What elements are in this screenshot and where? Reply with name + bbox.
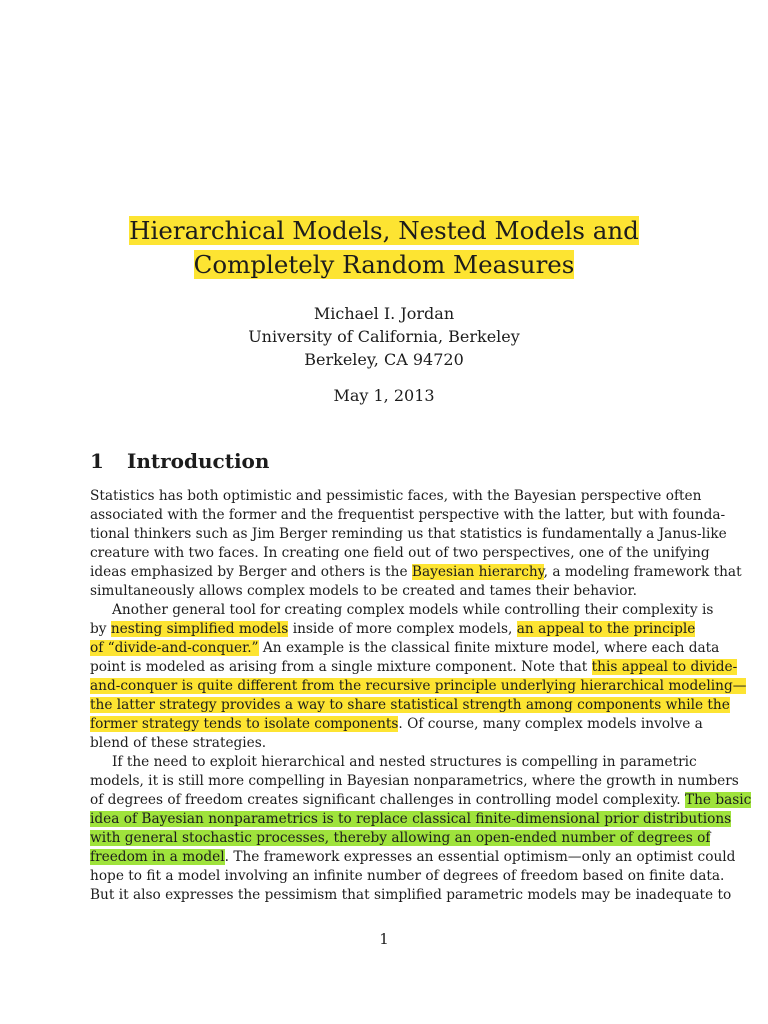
text-run: Another general tool for creating complex models while controlling their complexity is	[112, 602, 714, 618]
highlight-yellow: Bayesian hierarchy	[411, 564, 544, 580]
author-block	[0, 302, 768, 371]
highlight-green: idea of Bayesian nonparametrics is to replace classical finite-dimensional prior distributions	[90, 811, 732, 827]
body-line	[90, 487, 702, 506]
body-line	[90, 525, 727, 544]
body-line	[90, 734, 678, 753]
text-run: point is modeled as arising from a single mixture component. Note that	[90, 659, 592, 675]
title-line-2: Completely Random Measures	[193, 250, 575, 279]
text-run: Statistics has both optimistic and pessimistic faces, with the Bayesian perspective often	[90, 488, 702, 504]
paper-date: May 1, 2013	[333, 386, 435, 405]
text-run: An example is the classical finite mixture model, where each data	[258, 640, 720, 656]
highlight-green: with general stochastic processes, thereby allowing an open-ended number of degrees of	[90, 830, 711, 846]
body-line	[90, 753, 697, 772]
highlight-green: freedom in a model	[90, 849, 225, 865]
text-run: But it also expresses the pessimism that simplified parametric models may be inadequate to	[90, 887, 732, 903]
body-line	[90, 810, 732, 829]
section-title: Introduction	[127, 449, 270, 473]
body-line	[90, 544, 710, 563]
body-line	[90, 715, 703, 734]
highlight-yellow: former strategy tends to isolate components	[90, 716, 399, 732]
body-line	[90, 886, 732, 905]
highlight-green: The basic	[684, 792, 752, 808]
text-run: creature with two faces. In creating one field out of two perspectives, one of the unifying	[90, 545, 710, 561]
text-run: of degrees of freedom creates significant challenges in controlling model complexity.	[90, 792, 685, 808]
highlight-yellow: this appeal to divide-	[591, 659, 738, 675]
author-name: Michael I. Jordan	[313, 304, 455, 323]
section-heading	[90, 449, 269, 473]
text-run: associated with the former and the frequentist perspective with the latter, but with founda-	[90, 507, 726, 523]
text-run: hope to fit a model involving an infinite number of degrees of freedom based on finite data.	[90, 868, 725, 884]
title-line-1: Hierarchical Models, Nested Models and	[129, 216, 639, 245]
text-run: If the need to exploit hierarchical and nested structures is compelling in parametric	[112, 754, 697, 770]
body-line	[90, 791, 752, 810]
body-line	[90, 582, 678, 601]
text-run: simultaneously allows complex models to be created and tames their behavior.	[90, 583, 637, 599]
text-run: . Of course, many complex models involve a	[398, 716, 703, 732]
body-line	[90, 639, 720, 658]
body-line	[90, 772, 739, 791]
author-affiliation: University of California, Berkeley	[248, 327, 520, 346]
text-run: models, it is still more compelling in Bayesian nonparametrics, where the growth in numbers	[90, 773, 739, 789]
highlight-yellow: and-conquer is quite different from the recursive principle underlying hierarchical modeling—	[90, 678, 747, 694]
body-line	[90, 829, 711, 848]
body-line	[90, 658, 738, 677]
highlight-yellow: nesting simplified models	[110, 621, 289, 637]
highlight-yellow: of “divide-and-conquer.”	[90, 640, 259, 656]
page-number: 1	[379, 930, 389, 948]
body-line	[90, 848, 736, 867]
text-run: , a modeling framework that	[543, 564, 742, 580]
text-run: by	[90, 621, 111, 637]
body-line	[90, 506, 726, 525]
text-run: . The framework expresses an essential optimism—only an optimist could	[224, 849, 736, 865]
text-run: inside of more complex models,	[288, 621, 517, 637]
body-line	[90, 563, 742, 582]
paper-title	[0, 214, 768, 282]
text-run: tional thinkers such as Jim Berger reminding us that statistics is fundamentally a Janus-like	[90, 526, 727, 542]
author-address: Berkeley, CA 94720	[304, 350, 464, 369]
body-line	[90, 601, 714, 620]
body-line	[90, 867, 725, 886]
body-line	[90, 677, 747, 696]
highlight-yellow: an appeal to the principle	[516, 621, 696, 637]
text-run: blend of these strategies.	[90, 735, 267, 751]
highlight-yellow: the latter strategy provides a way to share statistical strength among components while the	[90, 697, 730, 713]
text-run: ideas emphasized by Berger and others is the	[90, 564, 412, 580]
body-line	[90, 696, 730, 715]
body-text	[90, 487, 752, 905]
section-number: 1	[90, 449, 104, 473]
body-line	[90, 620, 696, 639]
